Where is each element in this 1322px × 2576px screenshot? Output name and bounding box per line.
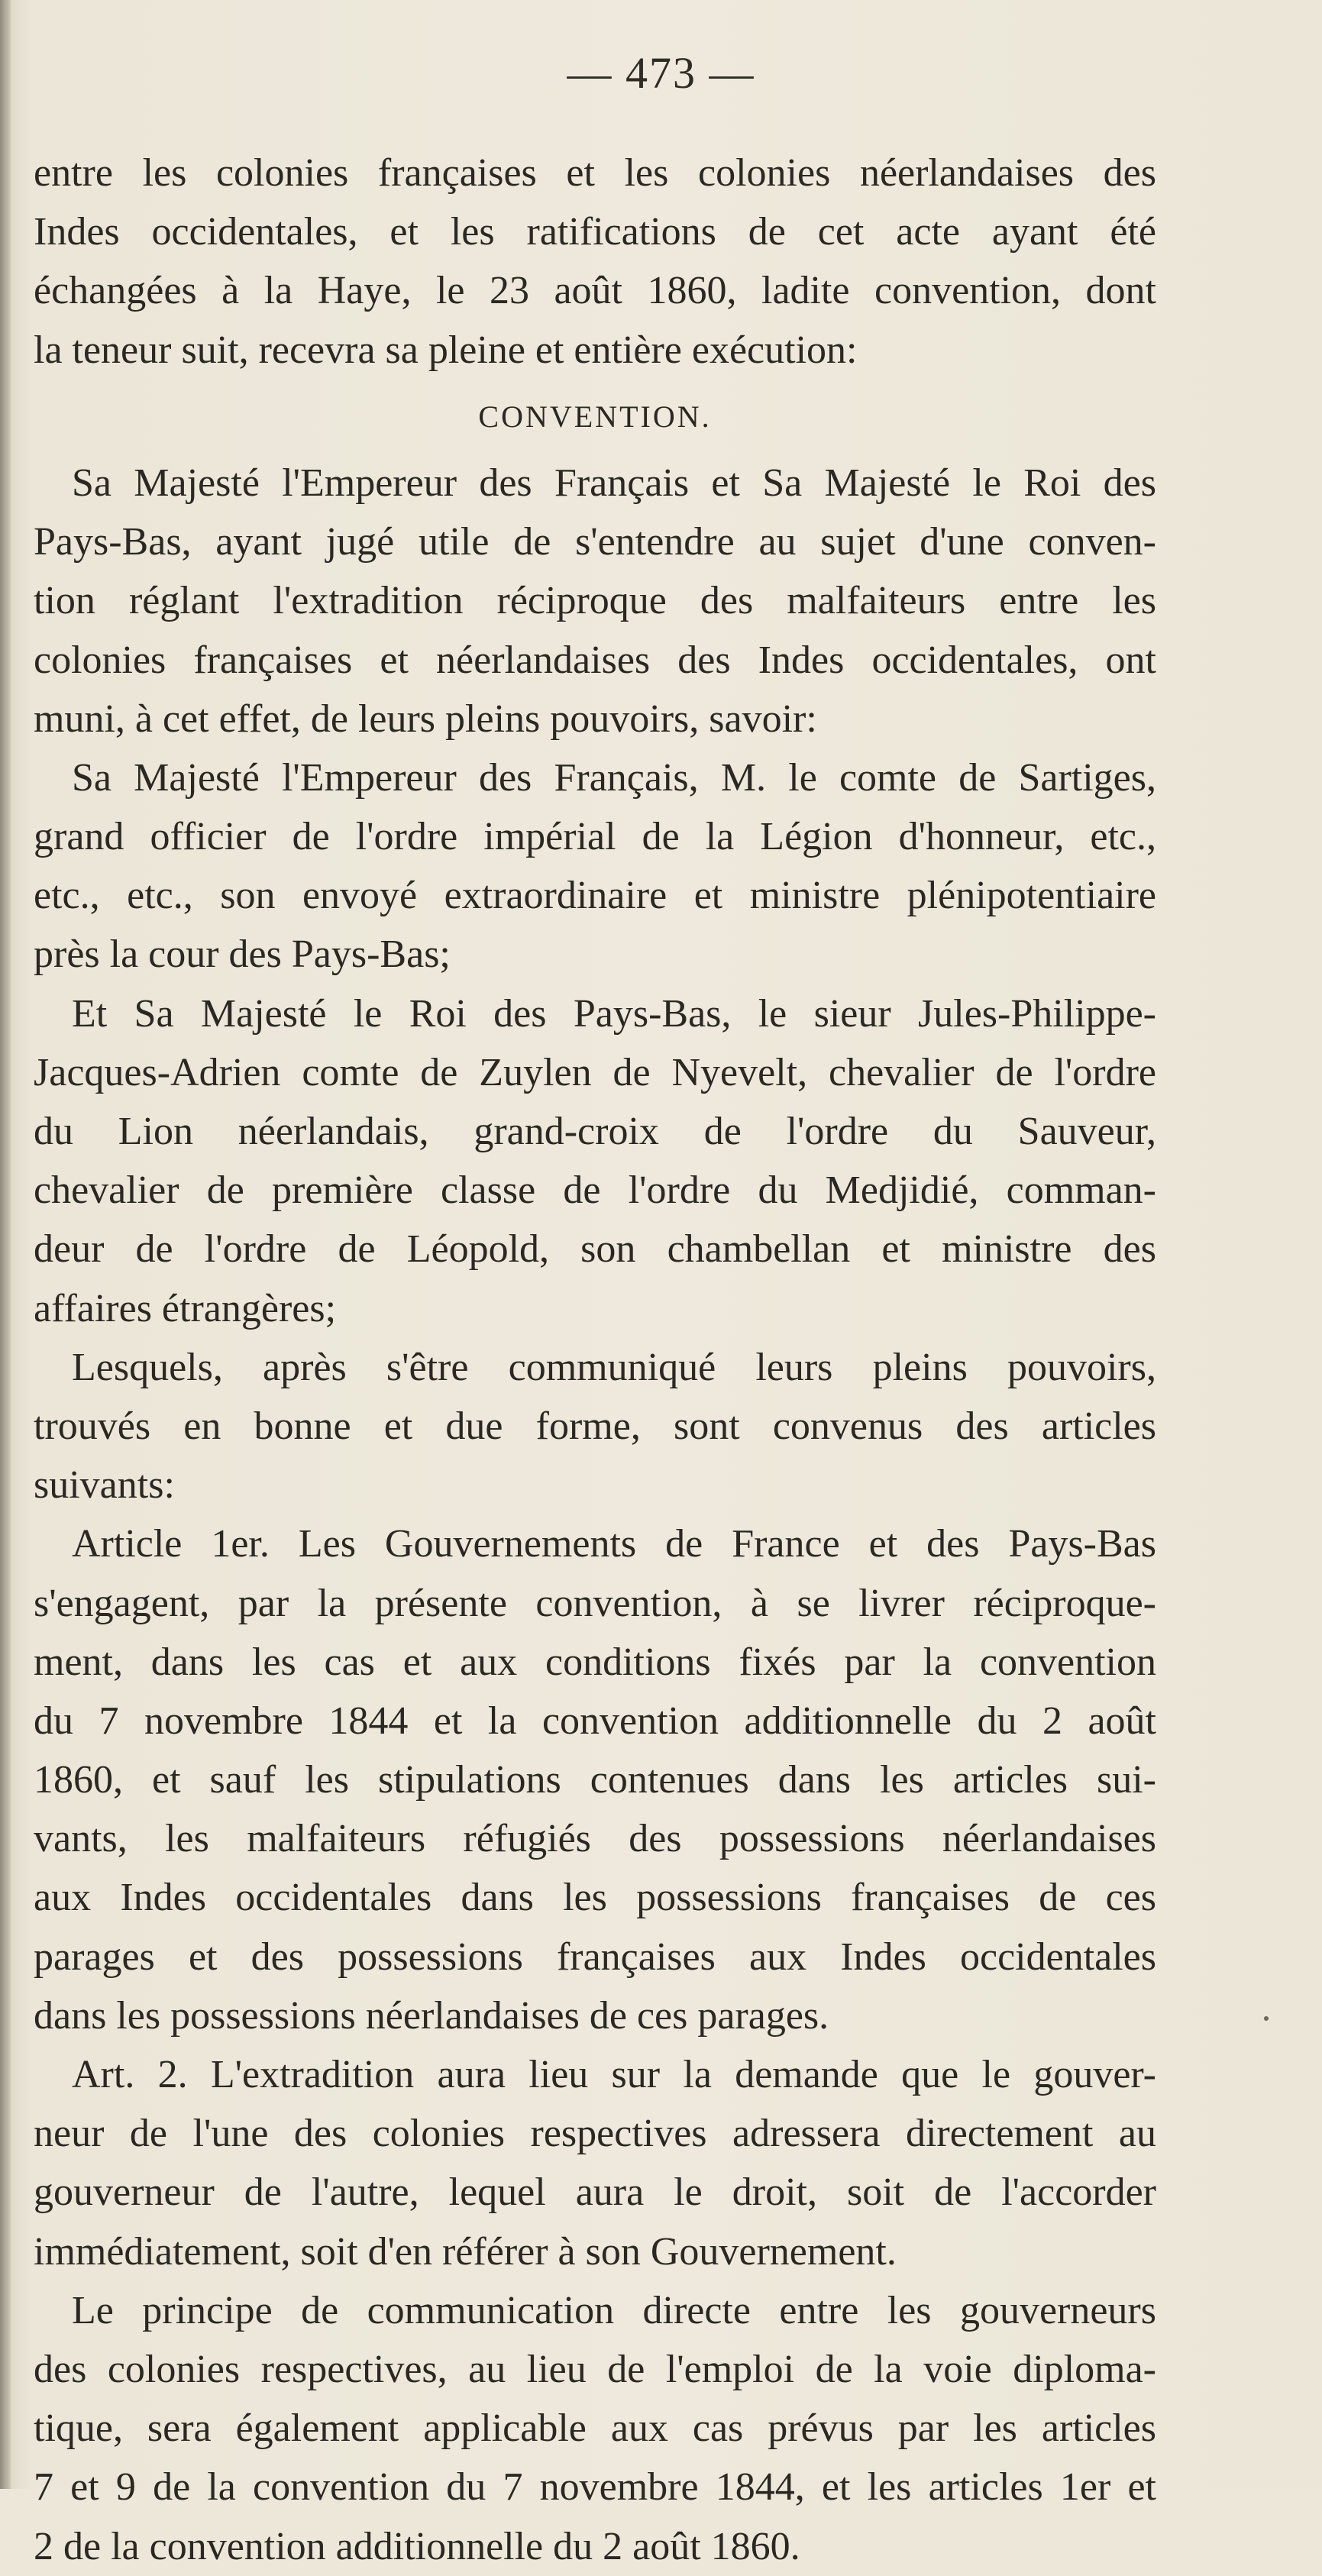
- text-line: parages et des possessions françaises aux Indes occidentales: [34, 1934, 1156, 1979]
- text-line: gouverneur de l'autre, lequel aura le droit, soit de l'accorder: [34, 2170, 1156, 2215]
- text-line: Jacques-Adrien comte de Zuylen de Nyevelt, chevalier de l'ordre: [34, 1050, 1156, 1094]
- text-line: s'engagent, par la présente convention, à se livrer réciproque-: [34, 1581, 1156, 1625]
- text-line: grand officier de l'ordre impérial de la Légion d'honneur, etc.,: [34, 815, 1156, 859]
- text-line: Et Sa Majesté le Roi des Pays-Bas, le sieur Jules-Philippe-: [72, 991, 1156, 1036]
- text-line: suivants:: [34, 1463, 175, 1508]
- text-line: Art. 2. L'extradition aura lieu sur la demande que le gouver-: [72, 2053, 1156, 2096]
- text-line: ment, dans les cas et aux conditions fixés par la convention: [34, 1640, 1156, 1684]
- body-text: [34, 144, 1156, 2576]
- text-line: Article 1er. Les Gouvernements de France et des Pays-Bas: [72, 1522, 1156, 1566]
- text-line: 2 de la convention additionnelle du 2 août 1860.: [34, 2524, 800, 2568]
- text-line: trouvés en bonne et due forme, sont convenus des articles: [34, 1404, 1156, 1448]
- text-line: immédiatement, soit d'en référer à son Gouvernement.: [34, 2229, 897, 2274]
- text-line: dans les possessions néerlandaises de ces parages.: [34, 1993, 829, 2038]
- section-heading: CONVENTION.: [478, 399, 712, 434]
- text-line: Sa Majesté l'Empereur des Français et Sa Majesté le Roi des: [72, 461, 1156, 505]
- text-line: du 7 novembre 1844 et la convention additionnelle du 2 août: [34, 1698, 1156, 1743]
- text-line: Sa Majesté l'Empereur des Français, M. le comte de Sartiges,: [72, 755, 1156, 800]
- text-line: etc., etc., son envoyé extraordinaire et ministre plénipotentiaire: [34, 874, 1156, 918]
- text-line: du Lion néerlandais, grand-croix de l'ordre du Sauveur,: [34, 1110, 1156, 1153]
- text-line: entre les colonies françaises et les colonies néerlandaises des: [34, 151, 1156, 195]
- text-line: affaires étrangères;: [34, 1286, 337, 1330]
- text-line: 7 et 9 de la convention du 7 novembre 1844, et les articles 1er et: [34, 2465, 1156, 2510]
- text-line: près la cour des Pays-Bas;: [34, 932, 451, 977]
- text-line: Lesquels, après s'être communiqué leurs pleins pouvoirs,: [72, 1345, 1156, 1389]
- text-line: muni, à cet effet, de leurs pleins pouvoirs, savoir:: [34, 697, 817, 741]
- text-line: tion réglant l'extradition réciproque des malfaiteurs entre les: [34, 579, 1156, 623]
- text-line: Indes occidentales, et les ratifications de cet acte ayant été: [34, 210, 1156, 254]
- text-line: Pays-Bas, ayant jugé utile de s'entendre au sujet d'une conven-: [34, 520, 1156, 564]
- text-line: échangées à la Haye, le 23 août 1860, ladite convention, dont: [34, 269, 1156, 313]
- text-line: aux Indes occidentales dans les possessions françaises de ces: [34, 1876, 1156, 1920]
- paper-speck: [1264, 2016, 1269, 2021]
- text-line: 1860, et sauf les stipulations contenues dans les articles sui-: [34, 1758, 1156, 1802]
- text-line: neur de l'une des colonies respectives adressera directement au: [34, 2112, 1156, 2156]
- page-number: — 473 —: [567, 48, 755, 98]
- text-line: tique, sera également applicable aux cas prévus par les articles: [34, 2406, 1156, 2451]
- text-line: des colonies respectives, au lieu de l'emploi de la voie diploma-: [34, 2347, 1156, 2391]
- text-line: vants, les malfaiteurs réfugiés des possessions néerlandaises: [34, 1817, 1156, 1861]
- text-line: la teneur suit, recevra sa pleine et entière exécution:: [34, 328, 858, 372]
- text-line: Le principe de communication directe entre les gouverneurs: [72, 2288, 1156, 2332]
- page-gutter-shadow: [0, 0, 11, 2489]
- text-line: chevalier de première classe de l'ordre du Medjidié, comman-: [34, 1168, 1156, 1213]
- text-line: colonies françaises et néerlandaises des Indes occidentales, ont: [34, 638, 1156, 682]
- text-line: deur de l'ordre de Léopold, son chambellan et ministre des: [34, 1227, 1156, 1272]
